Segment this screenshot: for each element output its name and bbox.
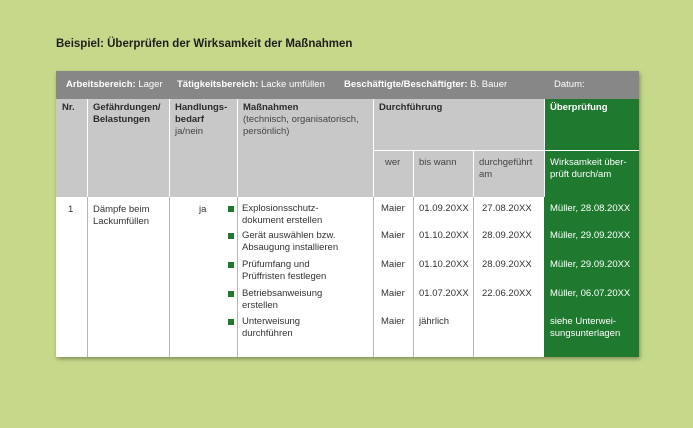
column-divider: [237, 197, 238, 357]
header-wer: [373, 151, 413, 197]
datum-label: Datum:: [554, 79, 585, 90]
measure-wer: Maier: [381, 230, 405, 241]
header-nr: [56, 99, 87, 197]
measure-ueberpruefung: siehe Unterwei-: [550, 316, 616, 327]
page-title: Beispiel: Überprüfen der Wirksamkeit der Maßnahmen: [56, 38, 353, 50]
header-durchgefuehrt-line2: am: [479, 169, 493, 180]
measure-bis-wann: 01.09.20XX: [419, 203, 469, 214]
header-massnahmen-sub2: persönlich): [243, 126, 290, 137]
measure-bis-wann: jährlich: [419, 316, 450, 327]
row-gefaehrdung-line2: Lackumfüllen: [93, 216, 149, 227]
measure-durchgefuehrt: 28.09.20XX: [482, 259, 532, 270]
measure-item: [242, 316, 367, 340]
measure-wer: Maier: [381, 316, 405, 327]
row-nr: 1: [68, 204, 74, 215]
header-massnahmen-sub1: (technisch, organisatorisch,: [243, 114, 359, 125]
header-handlungsbedarf-line2: bedarf: [175, 114, 205, 125]
beschaeftigte-value: B. Bauer: [470, 79, 508, 90]
header-massnahmen-label: Maßnahmen: [243, 102, 299, 113]
bullet-icon: [228, 233, 234, 239]
arbeitsbereich-label: Arbeitsbereich:: [66, 79, 136, 90]
measure-line2: Absaugung installieren: [242, 242, 339, 253]
header-durchfuehrung-label: Durchführung: [379, 102, 443, 113]
measure-item: [242, 259, 367, 283]
row-handlungsbedarf: ja: [199, 204, 207, 215]
column-divider: [473, 151, 474, 197]
column-divider: [237, 99, 238, 197]
header-durchfuehrung: [373, 99, 544, 150]
header-handlungsbedarf-line1: Handlungs-: [175, 102, 228, 113]
measure-wer: Maier: [381, 288, 405, 299]
measure-line2: Prüffristen festlegen: [242, 271, 327, 282]
measure-item: [242, 230, 367, 254]
bullet-icon: [228, 206, 234, 212]
column-divider: [373, 197, 374, 357]
header-wirksamkeit-line2: prüft durch/am: [550, 169, 612, 180]
measure-bis-wann: 01.07.20XX: [419, 288, 469, 299]
row-divider: [373, 150, 639, 151]
header-durchgefuehrt-line1: durchgeführt: [479, 157, 533, 168]
column-divider: [169, 99, 170, 197]
column-divider: [413, 151, 414, 197]
taetigkeitsbereich-label: Tätigkeitsbereich:: [177, 79, 259, 90]
measure-line1: Betriebsanweisung: [242, 288, 323, 299]
column-divider: [87, 99, 88, 197]
measure-ueberpruefung-line2: sungsunterlagen: [550, 328, 621, 339]
header-bis-wann: [413, 151, 473, 197]
header-bis-wann-label: bis wann: [419, 157, 457, 168]
bullet-icon: [228, 262, 234, 268]
measure-bis-wann: 01.10.20XX: [419, 259, 469, 270]
taetigkeitsbereich-field: [177, 71, 325, 99]
measure-wer: Maier: [381, 203, 405, 214]
header-massnahmen: [237, 99, 373, 197]
header-wer-label: wer: [385, 157, 401, 168]
header-handlungsbedarf-line3: ja/nein: [175, 126, 203, 137]
measure-line1: Gerät auswählen bzw.: [242, 230, 336, 241]
column-divider: [473, 197, 474, 357]
measure-line2: erstellen: [242, 300, 278, 311]
beschaeftigte-label: Beschäftigte/Beschäftigter:: [344, 79, 468, 90]
measure-ueberpruefung: Müller, 29.09.20XX: [550, 259, 631, 270]
measure-ueberpruefung: Müller, 06.07.20XX: [550, 288, 631, 299]
measure-ueberpruefung: Müller, 29.09.20XX: [550, 230, 631, 241]
measure-bis-wann: 01.10.20XX: [419, 230, 469, 241]
header-ueberpruefung: [544, 99, 639, 150]
measure-ueberpruefung: Müller, 28.08.20XX: [550, 203, 631, 214]
measure-durchgefuehrt: 28.09.20XX: [482, 230, 532, 241]
measure-wer: Maier: [381, 259, 405, 270]
measure-durchgefuehrt: 27.08.20XX: [482, 203, 532, 214]
bullet-icon: [228, 319, 234, 325]
column-divider: [373, 99, 374, 197]
measure-line1: Prüfumfang und: [242, 259, 310, 270]
measure-durchgefuehrt: 22.06.20XX: [482, 288, 532, 299]
column-divider: [169, 197, 170, 357]
header-gefaehrdungen: [87, 99, 169, 197]
bullet-icon: [228, 291, 234, 297]
measure-item: [242, 203, 367, 227]
arbeitsbereich-field: [66, 71, 163, 99]
arbeitsbereich-value: Lager: [138, 79, 163, 90]
beschaeftigte-field: [344, 71, 507, 99]
header-gefaehrdungen-line2: Belastungen: [93, 114, 151, 125]
column-divider: [87, 197, 88, 357]
header-handlungsbedarf: [169, 99, 237, 197]
measure-item: [242, 288, 367, 312]
header-wirksamkeit: [544, 151, 639, 197]
column-divider: [413, 197, 414, 357]
row-gefaehrdung-line1: Dämpfe beim: [93, 204, 150, 215]
table-info-bar: [56, 71, 639, 99]
header-nr-label: Nr.: [62, 102, 75, 113]
taetigkeitsbereich-value: Lacke umfüllen: [260, 79, 325, 90]
header-gefaehrdungen-line1: Gefährdungen/: [93, 102, 161, 113]
header-durchgefuehrt: [473, 151, 544, 197]
header-wirksamkeit-line1: Wirksamkeit über-: [550, 157, 627, 168]
measure-line2: durchführen: [242, 328, 293, 339]
measure-line1: Explosionsschutz-: [242, 203, 319, 214]
measure-line2: dokument erstellen: [242, 215, 323, 226]
assessment-table: [56, 71, 639, 357]
measure-line1: Unterweisung: [242, 316, 301, 327]
column-divider: [544, 99, 545, 197]
header-ueberpruefung-label: Überprüfung: [550, 102, 608, 113]
